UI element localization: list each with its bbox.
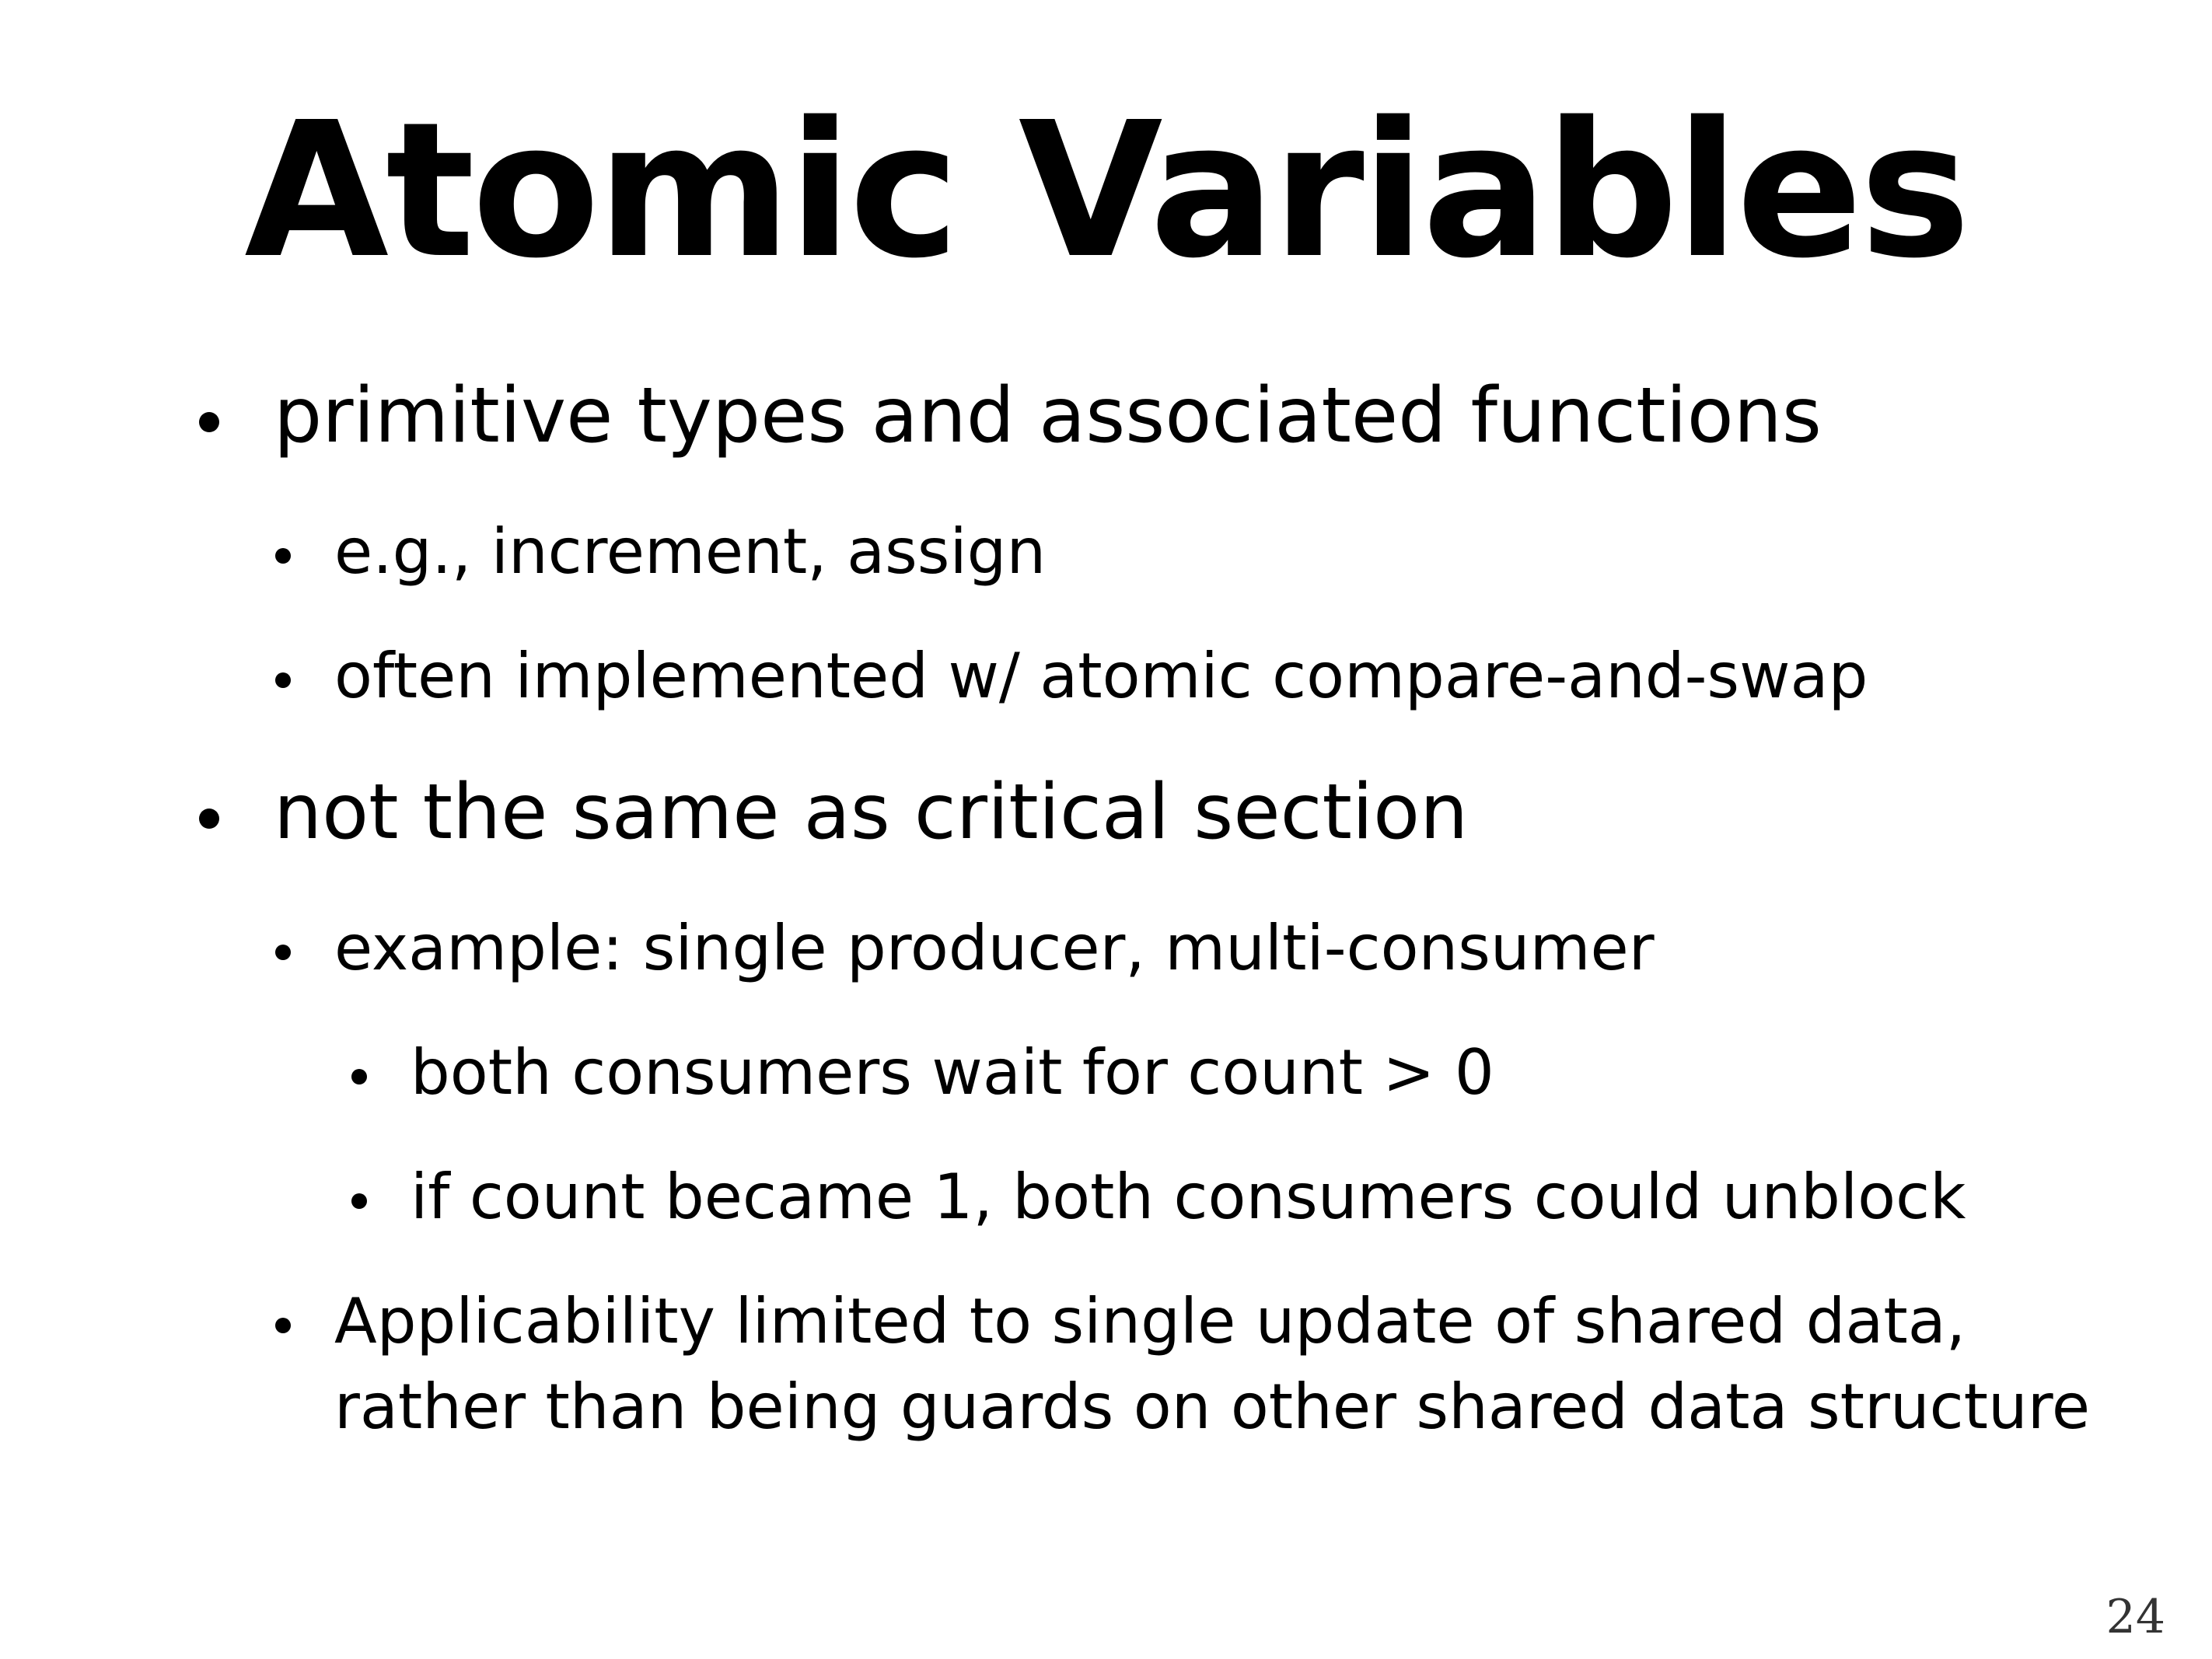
bullet-text: example: single producer, multi-consumer [334, 912, 1655, 984]
bullet-text: rather than being guards on other shared data structure [334, 1371, 2091, 1443]
bullet-text: primitive types and associated functions [274, 372, 1822, 460]
bullet-text: if count became 1, both consumers could unblock [411, 1161, 1966, 1233]
bullet-dot-icon [275, 945, 291, 960]
bullet-text: Applicability limited to single update of shared data, [334, 1285, 1966, 1357]
bullet-dot-icon [351, 1193, 367, 1209]
bullet-dot-icon [199, 412, 219, 432]
slide-title: Atomic Variables [244, 82, 1968, 299]
bullet-text: e.g., increment, assign [334, 515, 1047, 588]
bullet-dot-icon [351, 1069, 367, 1084]
bullet-text: both consumers wait for count > 0 [411, 1036, 1494, 1109]
bullet-text: not the same as critical section [274, 768, 1469, 857]
bullet-text: often implemented w/ atomic compare-and-swap [334, 640, 1868, 712]
bullet-dot-icon [275, 1318, 291, 1333]
page-number: 24 [2105, 1590, 2165, 1644]
bullet-dot-icon [199, 809, 219, 829]
bullet-dot-icon [275, 548, 291, 564]
bullet-dot-icon [275, 672, 291, 688]
